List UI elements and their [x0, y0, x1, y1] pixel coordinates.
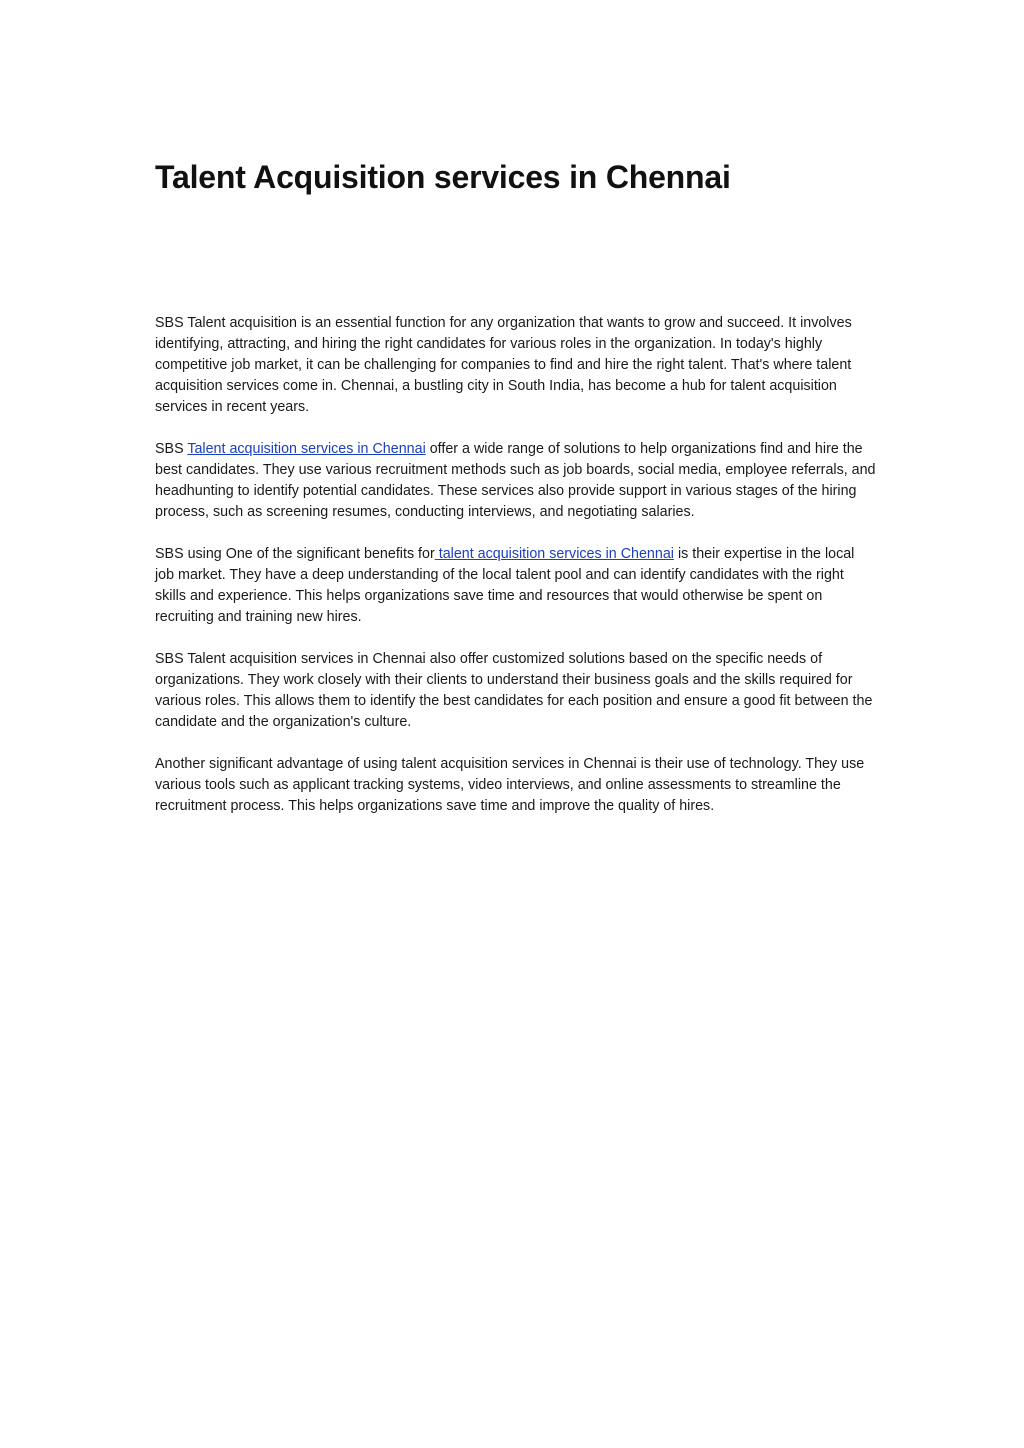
- paragraph-benefits-lead: SBS using One of the significant benefits for: [155, 546, 435, 562]
- paragraph-benefits-rest: is their expertise in the local job market. They have a deep understanding of the local talent pool and can identify candidates with the right skills and experience. This helps organizations save time and resources that would otherwise be spent on recruiting and training new hires.: [155, 546, 855, 625]
- paragraph-services-rest: offer a wide range of solutions to help organizations find and hire the best candidates. They use various recruitment methods such as job boards, social media, employee referrals, and headhunting to identify potential candidates. These services also provide support in various stages of the hiring process, such as screening resumes, conducting interviews, and negotiating salaries.: [155, 441, 876, 520]
- talent-acquisition-link-2[interactable]: talent acquisition services in Chennai: [434, 546, 674, 562]
- document-body: [155, 313, 877, 838]
- paragraph-customized: SBS Talent acquisition services in Chennai also offer customized solutions based on the specific needs of organizations. They work closely with their clients to understand their business goals and the skills required for various roles. This allows them to identify the best candidates for each position and ensure a good fit between the candidate and the organization's culture.: [155, 651, 873, 730]
- paragraph-services-lead: SBS: [155, 441, 188, 457]
- paragraph-services: [155, 439, 877, 523]
- paragraph-technology: Another significant advantage of using talent acquisition services in Chennai is their use of technology. They use various tools such as applicant tracking systems, video interviews, and online assessments to streamline the recruitment process. This helps organizations save time and improve the quality of hires.: [155, 756, 865, 814]
- talent-acquisition-link-1[interactable]: Talent acquisition services in Chennai: [187, 441, 426, 457]
- page-title: Talent Acquisition services in Chennai: [155, 159, 731, 195]
- paragraph-intro: SBS Talent acquisition is an essential function for any organization that wants to grow and succeed. It involves identifying, attracting, and hiring the right candidates for various roles in the organization. In today's highly competitive job market, it can be challenging for companies to find and hire the right talent. That's where talent acquisition services come in. Chennai, a bustling city in South India, has become a hub for talent acquisition services in recent years.: [155, 315, 852, 415]
- paragraph-benefits: [155, 544, 877, 628]
